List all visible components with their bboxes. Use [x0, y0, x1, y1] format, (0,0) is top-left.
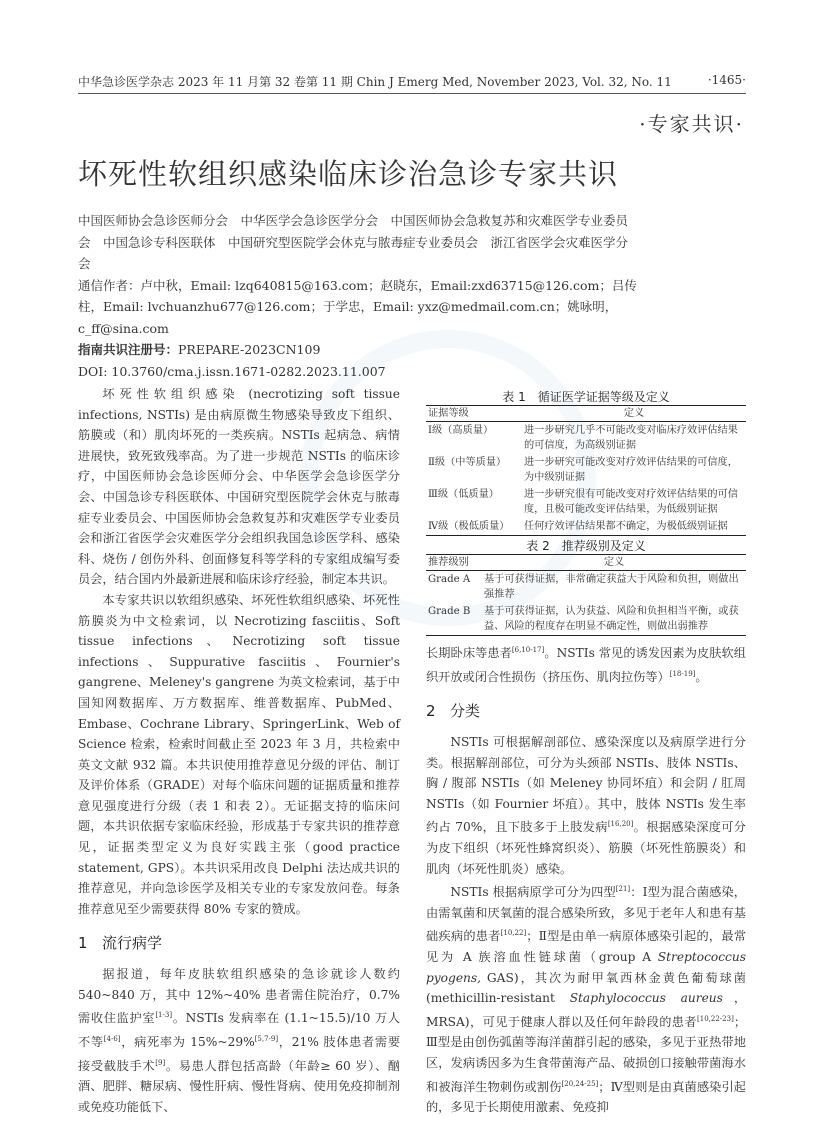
table-cell: Grade A	[428, 574, 471, 585]
right-column	[426, 640, 746, 1118]
text-run: 据报道，每年皮肤软组织感染的急诊就诊人数约 540~840 万，其中 12%~40% 患者需住院治疗，0.7% 需收住监护室	[78, 967, 400, 1026]
intro-paragraph-1: 坏死性软组织感染 (necrotizing soft tissue infections, NSTIs) 是由病原微生物感染导致皮下组织、筋膜或（和）肌肉坏死的一类疾病。NSTIs 起病急、病情进展快，致死致残率高。为了进一步规范 NSTIs 的临床诊疗，中国医师协会急诊医师分会、中华医学会急诊医学分会、中国急诊专科医联体、中国研究型医院学会休克与脓毒症专业委员会、中国医师协会急救复苏和灾难医学专业委员会和浙江省医学会灾难医学分会组织我国急诊医学科、感染科、烧伤 / 创伤外科、创面修复科等学科的专家组成编写委员会，结合国内外最新进展和临床诊疗经验，制定本共识。	[78, 387, 400, 587]
table-2	[426, 537, 746, 636]
text-run: 。根据感染深度可分为皮下组织（坏死性蜂窝织炎）、筋膜（坏死性筋膜炎）和肌肉（坏死性肌炎）感染。	[426, 820, 746, 876]
article-title: 坏死性软组织感染临床诊治急诊专家共识	[78, 157, 619, 191]
evidence-level-table	[426, 405, 746, 536]
table-cell: Ⅲ级（低质量）	[428, 489, 499, 500]
table-cell: 进一步研究可能改变对疗效评估结果的可信度，为中级别证据	[524, 457, 738, 483]
correspondence: 通信作者：卢中秋，Email: lzq640815@163.com；赵晓东，Email:zxd63715@126.com；吕传柱，Email: lvchuanzhu677@126.com；于学忠，Email: yxz@medmail.com.cn；姚咏明，c_ff@sina.com	[78, 277, 637, 336]
table-header: 定义	[522, 406, 746, 422]
citation[interactable]: [10,22-23]	[697, 1014, 734, 1023]
table-header: 推荐级别	[426, 555, 482, 571]
section-heading-classification	[426, 701, 746, 722]
species-name: Staphylococcus aureus	[569, 991, 723, 1006]
journal-citation: 中华急诊医学杂志 2023 年 11 月第 32 卷第 11 期 Chin J Emerg Med, November 2023, Vol. 32, No. 11	[78, 75, 672, 89]
citation[interactable]: [1-3]	[155, 1011, 173, 1020]
registration-value: PREPARE-2023CN109	[178, 342, 321, 357]
table-cell: 任何疗效评估结果都不确定，为极低级别证据	[522, 518, 746, 536]
table-cell: 进一步研究很有可能改变对疗效评估结果的可信度，且极可能改变评估结果，为低级别证据	[524, 489, 738, 515]
registration-label: 指南共识注册号：	[78, 342, 179, 357]
continued-paragraph	[426, 640, 746, 687]
text-run: 。NSTIs 发病率在 (1.1~15.5)/10 万人不等	[78, 1011, 401, 1049]
text-run: NSTIs 可根据解剖部位、感染深度以及病原学进行分类。根据解剖部位，可分为头颈部 NSTIs、肢体 NSTIs、胸 / 腹部 NSTIs（如 Meleney 协同坏疽）和会阴 / 肛周 NSTIs（如 Fournier 坏疽）。其中，肢体 NSTIs 发生率约占 70%，且下肢多于上肢发病	[426, 734, 746, 835]
table-header: 证据等级	[426, 406, 522, 422]
table-row	[426, 571, 746, 604]
table-1	[426, 388, 746, 536]
header-rule	[78, 93, 746, 94]
table-row	[426, 518, 746, 536]
section-number: 1	[78, 934, 88, 953]
table-header: 定义	[482, 555, 746, 571]
text-run: 。易患人群包括高龄（年龄≥ 60 岁）、酗酒、肥胖、糖尿病、慢性肝病、慢性肾病、使用免疫抑制剂或免疫功能低下、	[78, 1058, 401, 1114]
table-header-row	[426, 555, 746, 571]
intro-paragraph-2: 本专家共识以软组织感染、坏死性软组织感染、坏死性筋膜炎为中文检索词，以 Necrotizing fasciitis、Soft tissue infections、Necrotizing soft tissue infections、Suppurative fasciitis、Fournier's gangrene、Meleney's gangrene 为英文检索词，基于中国知网数据库、万方数据库、维普数据库、PubMed、Embase、Cochrane Library、SpringerLink、Web of Science 检索，检索时间截止至 2023 年 3 月，共检索中英文文献 932 篇。本共识使用推荐意见分级的评估、制订及评价体系（GRADE）对每个临床问题的证据质量和推荐意见强度进行分级（表 1 和表 2）。无证据支持的临床问题，本共识依据专家临床经验，形成基于专家共识的推荐意见，证据类型定义为良好实践主张（good practice statement, GPS）。本共识采用改良 Delphi 法达成共识的推荐意见，并向急诊医学及相关专业的专家发放问卷。每条推荐意见至少需要获得 80% 专家的赞成。	[78, 592, 400, 916]
article-meta	[78, 210, 638, 382]
text-run: 。	[695, 669, 708, 684]
text-run: ；Ⅲ型是由创伤弧菌等海洋菌群引起的感染，多见于亚热带地区，发病诱因多为生食带菌海产品、破损创口接触带菌海水和被海洋生物刺伤或割伤	[426, 1014, 746, 1094]
epidemiology-paragraph	[78, 964, 400, 1117]
table-row	[426, 454, 746, 486]
table-1-title: 表 1 循证医学证据等级及定义	[502, 390, 670, 404]
classification-paragraph-1	[426, 732, 746, 879]
species-name: Streptococcus pyogens,	[426, 950, 746, 985]
text-run: ；Ⅱ型是由单一病原体感染引起的，最常见为 A 族溶血性链球菌（group A	[426, 929, 747, 965]
table-cell: 基于可获得证据，非常确定获益大于风险和负担，则做出强推荐	[484, 574, 739, 600]
text-run: ，病死率为 15%~29%	[120, 1034, 255, 1049]
table-cell: 基于可获得证据，认为获益、风险和负担相当平衡，或获益、风险的程度存在明显不确定性，则做出弱推荐	[482, 603, 746, 636]
authors: 中国医师协会急诊医师分会 中华医学会急诊医学分会 中国医师协会急救复苏和灾难医学专业委员会 中国急诊专科医联体 中国研究型医院学会休克与脓毒症专业委员会 浙江省医学会灾难医学分会	[78, 213, 629, 271]
left-column	[78, 384, 400, 1117]
section-number: 2	[426, 702, 436, 721]
table-row	[426, 486, 746, 518]
table-row	[426, 603, 746, 636]
citation[interactable]: [5,7-9]	[254, 1034, 279, 1043]
registration	[78, 339, 638, 361]
text-run: ，MRSA)，可见于健康人群以及任何年龄段的患者	[426, 991, 746, 1029]
page-number: ·1465·	[707, 73, 746, 87]
running-header	[78, 73, 746, 91]
section-tag: ·专家共识·	[639, 112, 744, 136]
citation[interactable]: [21]	[615, 885, 631, 894]
citation[interactable]: [4-6]	[103, 1034, 121, 1043]
recommendation-grade-table	[426, 554, 746, 636]
citation[interactable]: [9]	[155, 1058, 166, 1067]
table-2-title: 表 2 推荐级别及定义	[526, 539, 646, 553]
citation[interactable]: [10,22]	[500, 929, 527, 938]
section-title: 流行病学	[102, 934, 163, 953]
section-title: 分类	[450, 702, 481, 721]
text-run: 长期卧床等患者	[426, 646, 512, 661]
text-run: ，21% 肢体患者需要接受截肢手术	[78, 1034, 401, 1073]
text-run: ：Ⅰ型为混合菌感染，由需氧菌和厌氧菌的混合感染所致，多见于老年人和患有基础疾病的患者	[426, 885, 746, 944]
table-cell: 进一步研究几乎不可能改变对临床疗效评估结果的可信度，为高级别证据	[524, 425, 738, 451]
classification-paragraph-2	[426, 879, 746, 1118]
doi: DOI: 10.3760/cma.j.issn.1671-0282.2023.11.007	[78, 363, 386, 379]
citation[interactable]: [20,24-25]	[561, 1079, 599, 1088]
table-cell: Grade B	[426, 603, 482, 636]
table-cell: Ⅰ级（高质量）	[428, 425, 494, 436]
text-run: ；Ⅳ型则是由真菌感染引起的，多见于长期使用激素、免疫抑	[426, 1079, 746, 1115]
table-row	[426, 422, 746, 455]
text-run: GAS)，其次为耐甲氧西林金黄色葡萄球菌(methicillin-resistant	[426, 970, 746, 1006]
table-cell: Ⅱ级（中等质量）	[428, 457, 507, 468]
text-run: NSTIs 根据病原学可分为四型	[450, 885, 616, 900]
table-header-row	[426, 406, 746, 422]
citation[interactable]: [6,10-17]	[511, 646, 545, 654]
citation[interactable]: [18-19]	[669, 669, 696, 678]
table-cell: Ⅳ级（极低质量）	[426, 518, 522, 536]
section-heading-epidemiology	[78, 933, 400, 954]
citation[interactable]: [16,20]	[607, 820, 634, 829]
text-run: 。NSTIs 常见的诱发因素为皮肤软组织开放或闭合性损伤（挤压伤、肌肉拉伤等）	[426, 646, 746, 684]
